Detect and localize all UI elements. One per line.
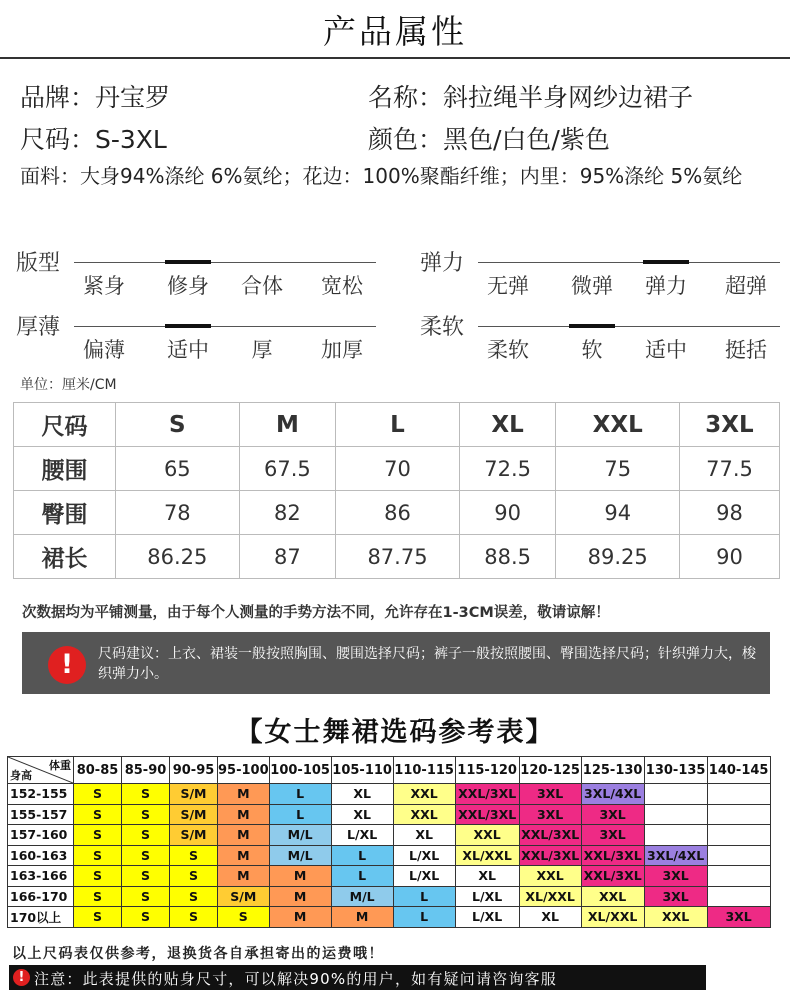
chart-size-cell: [707, 845, 770, 866]
chart-size-cell: 3XL: [644, 886, 707, 907]
scale-selected-marker: [569, 324, 615, 328]
chart-size-cell: [644, 784, 707, 805]
size-cell: 70: [336, 447, 460, 491]
scale-selected-marker: [165, 324, 211, 328]
chart-weight-header: 130-135: [644, 757, 707, 784]
chart-height-label: 157-160: [8, 825, 74, 846]
chart-size-cell: M/L: [331, 886, 393, 907]
chart-size-cell: S: [170, 907, 218, 928]
chart-size-cell: 3XL: [581, 804, 644, 825]
size-cell: 90: [459, 491, 556, 535]
chart-size-cell: S/M: [170, 784, 218, 805]
chart-size-cell: 3XL: [707, 907, 770, 928]
chart-size-cell: XXL: [644, 907, 707, 928]
chart-size-cell: XXL: [455, 825, 519, 846]
size-reference-chart: [7, 756, 771, 928]
attr-color: 颜色：黑色/白色/紫色: [368, 125, 610, 154]
chart-row: [8, 804, 771, 825]
chart-weight-header: 110-115: [393, 757, 455, 784]
size-cell: 65: [116, 447, 240, 491]
chart-height-label: 152-155: [8, 784, 74, 805]
size-header-cell: S: [116, 403, 240, 447]
chart-size-cell: S: [74, 804, 122, 825]
attr-size: 尺码：S-3XL: [20, 125, 167, 154]
size-header-cell: XL: [459, 403, 556, 447]
scale-stretch: [420, 246, 780, 306]
chart-weight-header: 140-145: [707, 757, 770, 784]
size-cell: 87.75: [336, 535, 460, 579]
chart-size-cell: S: [122, 845, 170, 866]
footer-warning-bar: [9, 965, 706, 990]
chart-weight-header: 125-130: [581, 757, 644, 784]
chart-size-cell: M: [218, 845, 270, 866]
scale-option: 软: [581, 338, 603, 362]
size-cell: 82: [239, 491, 336, 535]
chart-size-cell: XL: [331, 784, 393, 805]
scale-label: 柔软: [420, 315, 465, 340]
scale-option: 厚: [251, 338, 273, 362]
corner-height-label: 身高: [10, 769, 32, 782]
scale-softness: [420, 310, 780, 370]
scale-option: 紧身: [83, 274, 125, 298]
size-table-row: [14, 535, 780, 579]
chart-size-cell: XL: [331, 804, 393, 825]
chart-size-cell: S: [170, 886, 218, 907]
chart-size-cell: L: [393, 886, 455, 907]
chart-size-cell: S: [122, 784, 170, 805]
chart-weight-header: 120-125: [519, 757, 581, 784]
scale-line: [478, 326, 780, 327]
scale-option: 无弹: [487, 274, 529, 298]
attr-brand: 品牌：丹宝罗: [20, 83, 171, 112]
chart-size-cell: 3XL: [581, 825, 644, 846]
chart-size-cell: M: [218, 784, 270, 805]
chart-size-cell: 3XL/4XL: [644, 845, 707, 866]
chart-size-cell: L: [331, 845, 393, 866]
size-table-row: [14, 447, 780, 491]
chart-height-label: 166-170: [8, 886, 74, 907]
chart-size-cell: XL: [455, 866, 519, 887]
title-underline: [0, 57, 790, 59]
chart-size-cell: 3XL: [519, 804, 581, 825]
chart-title: 【女士舞裙选码参考表】: [235, 717, 555, 748]
scale-label: 版型: [16, 251, 61, 276]
size-table: [13, 402, 780, 579]
chart-size-cell: 3XL/4XL: [581, 784, 644, 805]
attr-fabric: 面料：大身94%涤纶 6%氨纶；花边：100%聚酯纤维；内里：95%涤纶 5%氨纶: [20, 164, 743, 188]
chart-size-cell: [707, 825, 770, 846]
scale-option: 挺括: [725, 338, 767, 362]
size-cell: 86: [336, 491, 460, 535]
size-cell: 88.5: [459, 535, 556, 579]
chart-size-cell: S: [74, 825, 122, 846]
attr-name: 名称：斜拉绳半身网纱边裙子: [368, 83, 694, 112]
chart-size-cell: XXL/3XL: [519, 845, 581, 866]
chart-size-cell: M/L: [269, 825, 331, 846]
chart-weight-header: 90-95: [170, 757, 218, 784]
chart-row: [8, 866, 771, 887]
size-advice-text: 尺码建议：上衣、裙装一般按照胸围、腰围选择尺码；裤子一般按照腰围、臀围选择尺码；针织弹力大，梭织弹力小。: [98, 646, 756, 682]
size-header-cell: 3XL: [680, 403, 780, 447]
chart-row: [8, 784, 771, 805]
unit-label: 单位：厘米/CM: [20, 377, 117, 393]
chart-size-cell: S: [74, 886, 122, 907]
page-title: 产品属性: [323, 12, 467, 51]
chart-size-cell: M: [269, 866, 331, 887]
size-table-header: [14, 403, 780, 447]
footer-note: 以上尺码表仅供参考，退换货各自承担寄出的运费哦！: [12, 946, 384, 962]
footer-warning-text: 注意：此表提供的贴身尺寸，可以解决90%的用户，如有疑问请咨询客服: [34, 970, 557, 988]
chart-size-cell: S/M: [170, 825, 218, 846]
chart-size-cell: XXL: [519, 866, 581, 887]
size-row-label: 裙长: [14, 535, 116, 579]
chart-size-cell: [707, 866, 770, 887]
scale-thickness: [16, 310, 376, 370]
chart-size-cell: XL/XXL: [455, 845, 519, 866]
size-cell: 78: [116, 491, 240, 535]
scale-option: 适中: [645, 338, 687, 362]
scale-option: 超弹: [725, 274, 767, 298]
scale-line: [478, 262, 780, 263]
scale-option: 柔软: [487, 338, 529, 362]
chart-size-cell: S: [122, 825, 170, 846]
size-cell: 75: [556, 447, 680, 491]
chart-size-cell: M: [218, 866, 270, 887]
chart-height-label: 170以上: [8, 907, 74, 928]
size-cell: 77.5: [680, 447, 780, 491]
scale-option: 合体: [241, 274, 283, 298]
chart-size-cell: [644, 804, 707, 825]
chart-size-cell: S: [170, 866, 218, 887]
chart-size-cell: XXL/3XL: [519, 825, 581, 846]
scale-option: 弹力: [645, 274, 687, 298]
chart-size-cell: XXL: [393, 784, 455, 805]
chart-row: [8, 825, 771, 846]
chart-weight-header: 85-90: [122, 757, 170, 784]
scale-option: 微弹: [571, 274, 613, 298]
chart-weight-header: 105-110: [331, 757, 393, 784]
corner-weight-label: 体重: [49, 759, 71, 772]
chart-size-cell: XL: [393, 825, 455, 846]
scale-option: 宽松: [321, 274, 363, 298]
scale-option: 修身: [167, 274, 209, 298]
chart-size-cell: L/XL: [455, 907, 519, 928]
size-cell: 89.25: [556, 535, 680, 579]
chart-size-cell: [707, 886, 770, 907]
scale-option: 加厚: [321, 338, 363, 362]
chart-size-cell: XXL/3XL: [455, 804, 519, 825]
scale-option: 适中: [167, 338, 209, 362]
chart-size-cell: 3XL: [519, 784, 581, 805]
chart-weight-header: 80-85: [74, 757, 122, 784]
chart-size-cell: L: [331, 866, 393, 887]
chart-size-cell: S: [74, 907, 122, 928]
size-cell: 67.5: [239, 447, 336, 491]
chart-row: [8, 886, 771, 907]
chart-size-cell: L/XL: [393, 866, 455, 887]
chart-size-cell: M: [218, 825, 270, 846]
scale-label: 弹力: [420, 251, 465, 276]
chart-size-cell: M: [331, 907, 393, 928]
chart-size-cell: M: [218, 804, 270, 825]
chart-size-cell: S: [170, 845, 218, 866]
chart-row: [8, 907, 771, 928]
chart-size-cell: L: [393, 907, 455, 928]
size-cell: 86.25: [116, 535, 240, 579]
title-bar: [0, 0, 790, 58]
chart-size-cell: [707, 784, 770, 805]
size-header-cell: L: [336, 403, 460, 447]
chart-size-cell: S: [122, 886, 170, 907]
size-cell: 72.5: [459, 447, 556, 491]
scale-selected-marker: [643, 260, 689, 264]
size-header-label: 尺码: [14, 403, 116, 447]
chart-size-cell: XL/XXL: [519, 886, 581, 907]
size-cell: 87: [239, 535, 336, 579]
chart-size-cell: S: [122, 907, 170, 928]
chart-size-cell: XL: [519, 907, 581, 928]
chart-size-cell: L: [269, 804, 331, 825]
scale-line: [74, 262, 376, 263]
chart-size-cell: L/XL: [331, 825, 393, 846]
chart-row: [8, 845, 771, 866]
chart-size-cell: M/L: [269, 845, 331, 866]
alert-icon: !: [13, 969, 30, 986]
chart-size-cell: S: [122, 866, 170, 887]
chart-size-cell: S/M: [218, 886, 270, 907]
chart-size-cell: S/M: [170, 804, 218, 825]
chart-size-cell: L/XL: [455, 886, 519, 907]
scale-fit: [16, 246, 376, 306]
chart-weight-header: 115-120: [455, 757, 519, 784]
chart-size-cell: M: [269, 907, 331, 928]
size-cell: 90: [680, 535, 780, 579]
chart-height-label: 155-157: [8, 804, 74, 825]
chart-size-cell: XXL/3XL: [581, 866, 644, 887]
scale-selected-marker: [165, 260, 211, 264]
chart-height-label: 160-163: [8, 845, 74, 866]
chart-corner-cell: [8, 757, 74, 784]
scale-line: [74, 326, 376, 327]
scale-label: 厚薄: [16, 315, 61, 340]
size-row-label: 腰围: [14, 447, 116, 491]
chart-size-cell: XXL: [581, 886, 644, 907]
measure-note: 次数据均为平铺测量，由于每个人测量的手势方法不同，允许存在1-3CM误差，敬请谅解！: [22, 605, 610, 621]
chart-size-cell: S: [122, 804, 170, 825]
chart-size-cell: 3XL: [644, 866, 707, 887]
size-cell: 98: [680, 491, 780, 535]
chart-size-cell: [707, 804, 770, 825]
chart-header-row: [8, 757, 771, 784]
chart-size-cell: L: [269, 784, 331, 805]
chart-size-cell: M: [269, 886, 331, 907]
chart-height-label: 163-166: [8, 866, 74, 887]
chart-size-cell: [644, 825, 707, 846]
chart-size-cell: S: [74, 784, 122, 805]
chart-size-cell: L/XL: [393, 845, 455, 866]
warning-icon: !: [48, 646, 86, 684]
size-header-cell: XXL: [556, 403, 680, 447]
size-cell: 94: [556, 491, 680, 535]
size-row-label: 臀围: [14, 491, 116, 535]
chart-size-cell: XL/XXL: [581, 907, 644, 928]
chart-size-cell: XXL: [393, 804, 455, 825]
chart-weight-header: 100-105: [269, 757, 331, 784]
size-header-cell: M: [239, 403, 336, 447]
chart-size-cell: S: [74, 845, 122, 866]
chart-size-cell: XXL/3XL: [581, 845, 644, 866]
chart-size-cell: S: [218, 907, 270, 928]
chart-size-cell: S: [74, 866, 122, 887]
chart-weight-header: 95-100: [218, 757, 270, 784]
size-table-row: [14, 491, 780, 535]
chart-size-cell: XXL/3XL: [455, 784, 519, 805]
scale-option: 偏薄: [83, 338, 125, 362]
